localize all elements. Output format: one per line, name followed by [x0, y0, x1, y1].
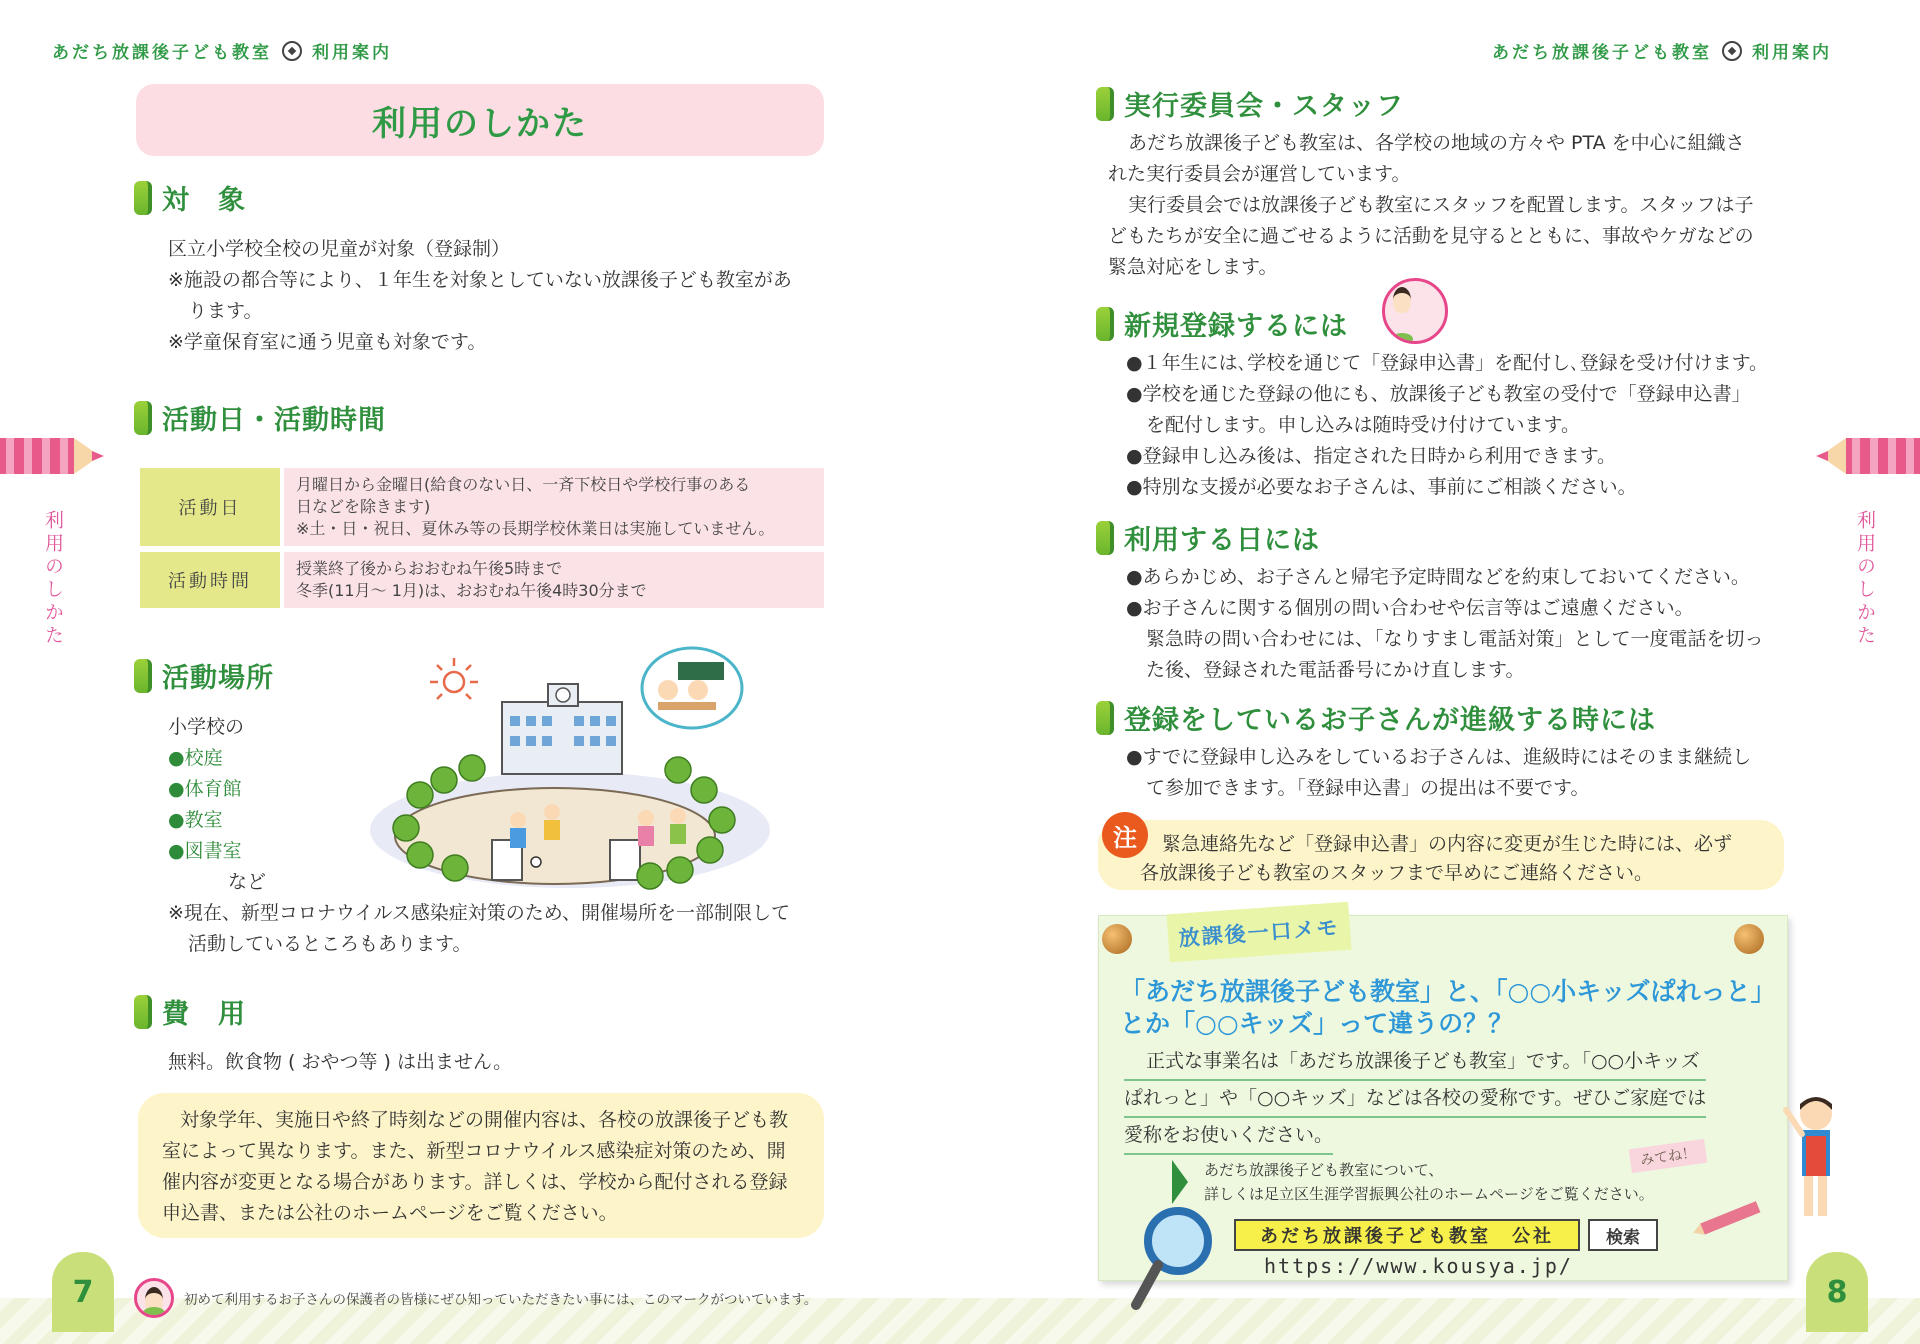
footer-note: [134, 1278, 817, 1318]
taisho-line: ※学童保育室に通う児童も対象です。: [168, 331, 487, 353]
miteru-note: みてね！: [1629, 1139, 1708, 1173]
website-url[interactable]: https://www.kousya.jp/: [1264, 1254, 1573, 1278]
side-tab-left-label: [40, 510, 67, 652]
caution-line: 各放課後子ども教室のスタッフまで早めにご連絡ください。: [1140, 862, 1654, 884]
arrow-right-icon: [1172, 1160, 1188, 1204]
magnifier-icon: [1128, 1205, 1218, 1315]
soccer-ball-icon: [282, 41, 302, 61]
heading-text: 新規登録するには: [1124, 311, 1348, 342]
school-illustration: [360, 640, 780, 890]
row-line: 冬季(11月～ 1月)は、おおむね午後4時30分まで: [296, 581, 647, 600]
search-bar: [1234, 1219, 1658, 1251]
search-input[interactable]: あだち放課後子ども教室 公社: [1234, 1219, 1580, 1251]
header-title: あだち放課後子ども教室: [1492, 43, 1712, 63]
list-item: ●あらかじめ、お子さんと帰宅予定時間などを約束しておいてください。: [1126, 566, 1750, 588]
hiyo-line: 無料。飲食物 ( おやつ等 ) は出ません。: [168, 1051, 513, 1073]
guardian-mark-icon: [1382, 278, 1448, 344]
row-label: 活動時間: [140, 552, 284, 608]
page-number-left: 7: [52, 1252, 114, 1332]
note-line: 申込書、または公社のホームページをご覧ください。: [162, 1202, 618, 1224]
taisho-text: [168, 234, 792, 358]
heading-text: 活動場所: [162, 663, 274, 694]
heading-bar-marker: [1096, 87, 1114, 121]
side-tab-left: [0, 432, 108, 484]
heading-bar-marker: [134, 401, 152, 435]
taisho-line: ※施設の都合等により、１年生を対象としていない放課後子ども教室があ: [168, 269, 792, 291]
memo-answer-line: ぱれっと」や「○○キッズ」などは各校の愛称です。ぜひご家庭では: [1124, 1081, 1706, 1118]
heading-text: 実行委員会・スタッフ: [1124, 91, 1404, 122]
memo-question-line: 「あだち放課後子ども教室」と、「○○小キッズぱれっと」: [1120, 977, 1776, 1006]
soccer-ball-icon: [1722, 41, 1742, 61]
iinkai-line: 実行委員会では放課後子ども教室にスタッフを配置します。スタッフは子: [1128, 194, 1754, 216]
pencil-icon: [1690, 1196, 1780, 1236]
basho-note: [168, 898, 790, 960]
hiyo-text: [168, 1047, 512, 1078]
section-heading-hiyo: [134, 992, 246, 1031]
pushpin-icon: [1102, 924, 1132, 954]
list-item: ●特別な支援が必要なお子さんは、事前にご相談ください。: [1126, 476, 1637, 498]
pushpin-icon: [1734, 924, 1764, 954]
heading-bar-marker: [134, 995, 152, 1029]
header-title: あだち放課後子ども教室: [52, 43, 272, 63]
memo-link-line: あだち放課後子ども教室について、: [1204, 1161, 1444, 1179]
memo-question-line: とか「○○キッズ」って違うの？？: [1120, 1009, 1514, 1038]
row-value: [284, 468, 824, 546]
table-row: [140, 552, 824, 608]
row-line: 授業終了後からおおむね午後5時まで: [296, 559, 563, 578]
section-heading-katsudobi: [134, 398, 386, 437]
heading-text: 費 用: [162, 999, 246, 1030]
pencil-icon: [1812, 432, 1920, 480]
caution-mark-icon: 注: [1102, 812, 1148, 858]
memo-question: [1120, 976, 1776, 1040]
row-line: 月曜日から金曜日(給食のない日、一斉下校日や学校行事のある: [296, 475, 751, 494]
list-item: 緊急時の問い合わせには、「なりすまし電話対策」として一度電話を切っ: [1146, 628, 1764, 650]
memo-answer: [1124, 1044, 1706, 1155]
section-heading-riyobi: [1096, 518, 1320, 557]
list-item: ●校庭: [168, 747, 223, 769]
schedule-table: [140, 462, 824, 614]
side-tab-text: 利用のしかた: [1854, 510, 1876, 648]
note-line: 催内容が変更となる場合があります。詳しくは、学校から配付される登録: [162, 1171, 788, 1193]
pencil-icon: [0, 432, 108, 480]
iinkai-line: 緊急対応をします。: [1108, 256, 1278, 278]
table-row: [140, 468, 824, 546]
heading-text: 活動日・活動時間: [162, 405, 386, 436]
list-item: を配付します。申し込みは随時受け付けています。: [1146, 414, 1580, 436]
list-item: ●図書室: [168, 840, 242, 862]
note-line: 対象学年、実施日や終了時刻などの開催内容は、各校の放課後子ども教: [180, 1109, 789, 1131]
search-button[interactable]: 検索: [1588, 1219, 1658, 1251]
memo-answer-line: 正式な事業名は「あだち放課後子ども教室」です。「○○小キッズ: [1124, 1044, 1706, 1081]
basho-etc: など: [228, 871, 267, 893]
list-item: ●登録申し込み後は、指定された日時から利用できます。: [1126, 445, 1617, 467]
heading-bar-marker: [1096, 701, 1114, 735]
staff-illustration: [1780, 1090, 1850, 1230]
heading-bar-marker: [1096, 307, 1114, 341]
header-subtitle: 利用案内: [312, 43, 392, 63]
list-item: ●すでに登録申し込みをしているお子さんは、進級時にはそのまま継続し: [1126, 746, 1752, 768]
header-subtitle: 利用案内: [1752, 43, 1832, 63]
memo-label: 放課後一口メモ: [1167, 902, 1352, 963]
shinki-list: [1126, 348, 1768, 503]
row-label: 活動日: [140, 468, 284, 546]
row-line: 日などを除きます): [296, 497, 431, 516]
caution-line: 緊急連絡先など「登録申込書」の内容に変更が生じた時には、必ず: [1162, 833, 1733, 855]
caution-box: [1098, 820, 1784, 890]
list-item: ●教室: [168, 809, 223, 831]
list-item: た後、登録された電話番号にかけ直します。: [1146, 659, 1525, 681]
row-value: [284, 552, 824, 608]
memo-answer-line: 愛称をお使いください。: [1124, 1118, 1333, 1155]
guardian-mark-icon: [134, 1278, 174, 1318]
heading-bar-marker: [134, 659, 152, 693]
basho-note-line: ※現在、新型コロナウイルス感染症対策のため、開催場所を一部制限して: [168, 902, 791, 924]
basho-note-line: 活動しているところもあります。: [188, 933, 472, 955]
note-line: 室によって異なります。また、新型コロナウイルス感染症対策のため、開: [162, 1140, 786, 1162]
section-heading-shinki: [1096, 304, 1348, 343]
heading-bar-marker: [134, 181, 152, 215]
list-item: ●１年生には､学校を通じて「登録申込書」を配付し､登録を受け付けます。: [1126, 352, 1769, 374]
page-number-right: 8: [1806, 1252, 1868, 1332]
iinkai-text: [1108, 128, 1754, 283]
right-running-header: [1492, 38, 1832, 63]
taisho-line: ります。: [188, 300, 263, 322]
section-heading-taisho: [134, 178, 246, 217]
riyobi-list: [1126, 562, 1764, 686]
left-running-header: [52, 38, 392, 63]
taisho-line: 区立小学校全校の児童が対象（登録制）: [168, 238, 511, 260]
page-title: 利用のしかた: [136, 84, 824, 156]
row-line: ※土・日・祝日、夏休み等の長期学校休業日は実施していません。: [296, 519, 775, 538]
iinkai-line: れた実行委員会が運営しています。: [1108, 163, 1411, 185]
list-item: ●体育館: [168, 778, 242, 800]
section-heading-iinkai: [1096, 84, 1404, 123]
heading-text: 利用する日には: [1124, 525, 1320, 556]
memo-link-text: [1204, 1158, 1654, 1206]
iinkai-line: どもたちが安全に過ごせるように活動を見守るとともに、事故やケガなどの: [1108, 225, 1754, 247]
list-item: て参加できます。「登録申込書」の提出は不要です。: [1146, 777, 1590, 799]
side-tab-right: [1812, 432, 1920, 484]
footer-note-text: 初めて利用するお子さんの保護者の皆様にぜひ知っていただきたい事には、このマークがついています。: [184, 1292, 818, 1308]
heading-bar-marker: [1096, 521, 1114, 555]
memo-link-line: 詳しくは足立区生涯学習振興公社のホームページをご覧ください。: [1204, 1185, 1654, 1203]
side-tab-right-label: [1852, 510, 1879, 652]
shinkyu-list: [1126, 742, 1751, 804]
section-heading-basho: [134, 656, 274, 695]
info-note-box: [138, 1093, 824, 1238]
list-item: ●学校を通じた登録の他にも、放課後子ども教室の受付で「登録申込書」: [1126, 383, 1751, 405]
heading-text: 登録をしているお子さんが進級する時には: [1124, 705, 1656, 736]
list-item: ●お子さんに関する個別の問い合わせや伝言等はご遠慮ください。: [1126, 597, 1694, 619]
basho-intro: 小学校の: [168, 716, 245, 738]
iinkai-line: あだち放課後子ども教室は、各学校の地域の方々や PTA を中心に組織さ: [1128, 132, 1745, 154]
section-heading-shinkyu: [1096, 698, 1656, 737]
side-tab-text: 利用のしかた: [42, 510, 64, 648]
basho-list: [168, 712, 266, 898]
heading-text: 対 象: [162, 185, 246, 216]
